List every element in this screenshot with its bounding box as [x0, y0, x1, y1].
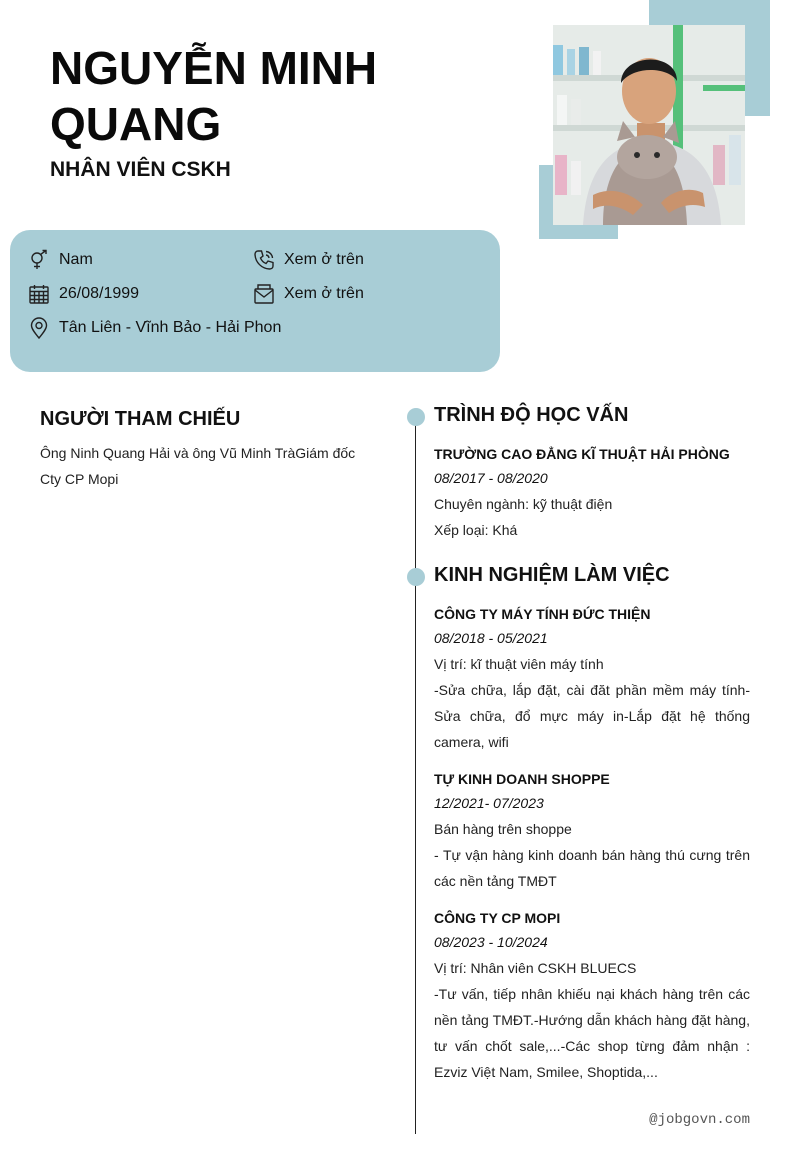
education-dot: [407, 408, 425, 426]
experience-company: CÔNG TY CP MOPI: [434, 910, 561, 926]
reference-title: NGƯỜI THAM CHIẾU: [40, 408, 241, 430]
experience-entry: [434, 604, 750, 755]
experience-dot: [407, 568, 425, 586]
experience-date: 12/2021- 07/2023: [434, 795, 544, 811]
phone-value: Xem ở trên: [284, 251, 364, 268]
experience-line: - Tự vận hàng kinh doanh bán hàng thú cưng trên các nền tảng TMĐT: [434, 847, 750, 889]
experience-date: 08/2023 - 10/2024: [434, 934, 548, 950]
experience-title: KINH NGHIỆM LÀM VIỆC: [434, 564, 670, 586]
timeline-line: [415, 416, 416, 1134]
footer-watermark[interactable]: @jobgovn.com: [649, 1112, 750, 1128]
experience-date: 08/2018 - 05/2021: [434, 630, 548, 646]
email-value: Xem ở trên: [284, 285, 364, 302]
education-title: TRÌNH ĐỘ HỌC VẤN: [434, 404, 629, 426]
calendar-icon: [28, 283, 50, 305]
experience-entry: [434, 908, 750, 1085]
education-line: Xếp loại: Khá: [434, 522, 518, 538]
education-school: TRƯỜNG CAO ĐẲNG KĨ THUẬT HẢI PHÒNG: [434, 446, 730, 462]
job-title: NHÂN VIÊN CSKH: [50, 158, 231, 181]
phone-icon: [253, 249, 275, 271]
info-gender: [28, 249, 93, 271]
experience-company: TỰ KINH DOANH SHOPPE: [434, 771, 610, 787]
info-address: [28, 317, 281, 339]
experience-line: -Sửa chữa, lắp đặt, cài đăt phần mềm máy tính-Sửa chữa, đổ mực máy in-Lắp đặt hệ thống camera, wifi: [434, 682, 750, 750]
gender-value: Nam: [59, 251, 93, 268]
experience-company: CÔNG TY MÁY TÍNH ĐỨC THIỆN: [434, 606, 651, 622]
experience-line: Vị trí: Nhân viên CSKH BLUECS: [434, 960, 637, 976]
experience-line: Vị trí: kĩ thuật viên máy tính: [434, 656, 604, 672]
education-entry: [434, 444, 750, 543]
experience-line: -Tư vấn, tiếp nhân khiếu nại khách hàng trên các nền tảng TMĐT.-Hướng dẫn khách hàng đặt hàng, tư vấn chốt sale,...-Các shop từng đảm nhận : Ezviz Việt Nam, Smilee, Shoptida,...: [434, 986, 750, 1080]
location-pin-icon: [28, 317, 50, 339]
birthday-value: 26/08/1999: [59, 285, 140, 302]
gender-icon: [28, 249, 50, 271]
personal-info-box: [10, 230, 500, 372]
candidate-name: NGUYỄN MINH QUANG: [50, 42, 378, 150]
experience-line: Bán hàng trên shoppe: [434, 821, 572, 837]
experience-entry: [434, 769, 750, 894]
info-phone: [253, 249, 364, 271]
address-value: Tân Liên - Vĩnh Bảo - Hải Phon: [59, 319, 282, 336]
education-date: 08/2017 - 08/2020: [434, 470, 548, 486]
info-email: [253, 283, 364, 305]
mail-icon: [253, 283, 275, 305]
reference-text: Ông Ninh Quang Hải và ông Vũ Minh TràGiám đốc Cty CP Mopi: [40, 445, 356, 487]
profile-photo: [553, 25, 745, 225]
info-birthday: [28, 283, 139, 305]
education-line: Chuyên ngành: kỹ thuật điện: [434, 496, 613, 512]
